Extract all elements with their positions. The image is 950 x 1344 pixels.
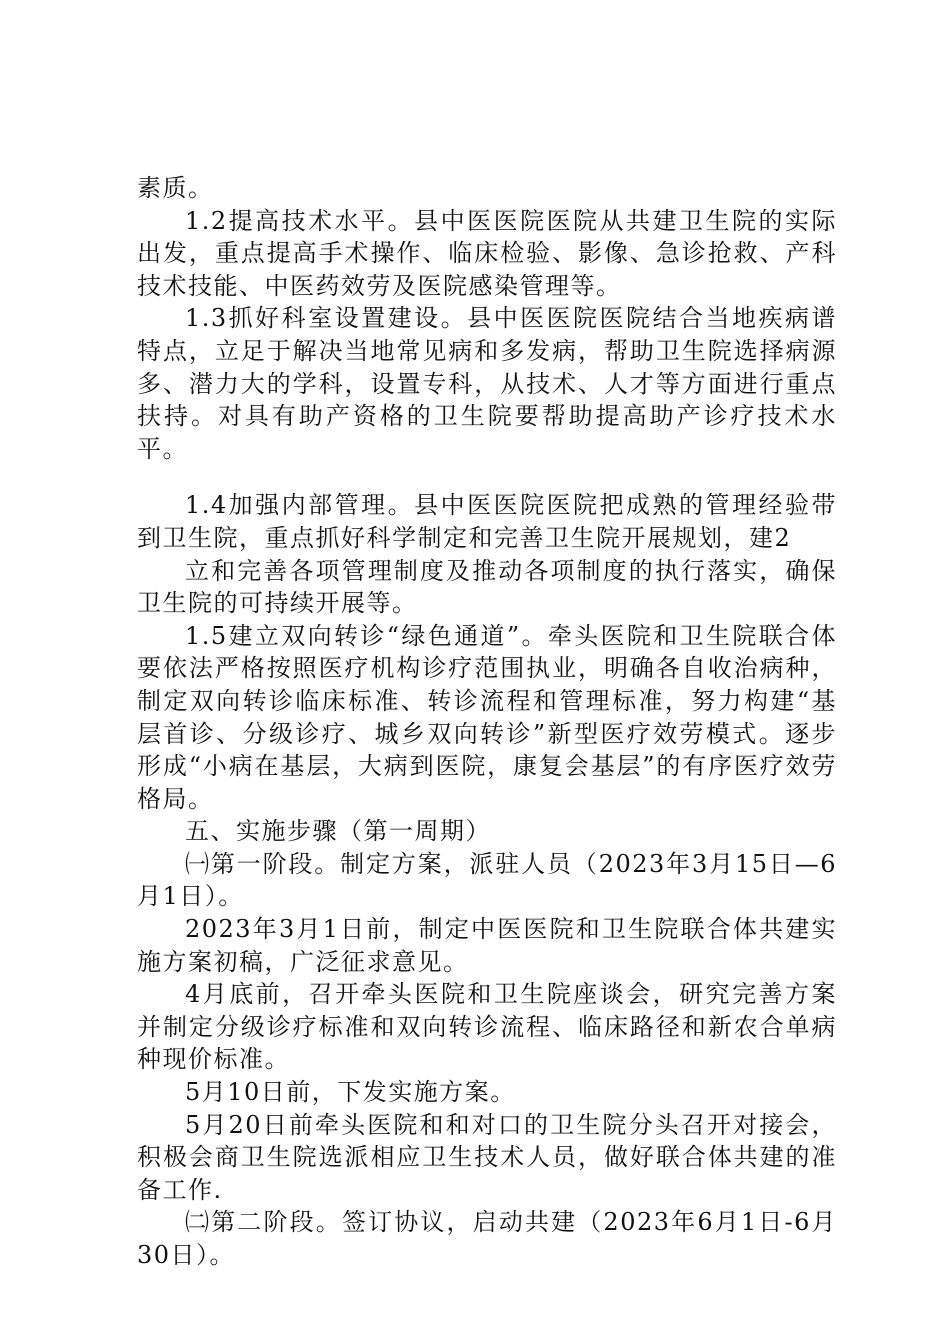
paragraph-section-1-2: 1.2提高技术水平。县中医医院医院从共建卫生院的实际出发，重点提高手术操作、临床检验、影像、急诊抢救、产科技术技能、中医药效劳及医院感染管理等。 [137, 206, 837, 300]
paragraph-may-20: 5月20日前牵头医院和和对口的卫生院分头召开对接会，积极会商卫生院选派相应卫生技术人员，做好联合体共建的准备工作. [137, 1110, 837, 1204]
paragraph-stage-two: ㈡第二阶段。签订协议，启动共建（2023年6月1日-6月30日）。 [137, 1208, 837, 1269]
paragraph-section-1-4: 1.4加强内部管理。县中医医院医院把成熟的管理经验带到卫生院，重点抓好科学制定和完善卫生院开展规划，建2 [137, 491, 837, 552]
document-body [137, 172, 837, 1272]
paragraph-may-10: 5月10日前，下发实施方案。 [185, 1078, 516, 1107]
paragraph-section-1-5: 1.5建立双向转诊“绿色通道”。牵头医院和卫生院联合体要依法严格按照医疗机构诊疗范围执业，明确各自收治病种，制定双向转诊临床标准、转诊流程和管理标准，努力构建“基层首诊、分级诊疗、城乡双向转诊”新型医疗效劳模式。逐步形成“小病在基层，大病到医院，康复会基层”的有序医疗效劳格局。 [137, 621, 837, 813]
paragraph-section-1-3: 1.3抓好科室设置建设。县中医医院医院结合当地疾病谱特点，立足于解决当地常见病和多发病，帮助卫生院选择病源多、潜力大的学科，设置专科，从技术、人才等方面进行重点扶持。对具有助产资格的卫生院要帮助提高助产诊疗技术水平。 [137, 304, 837, 463]
paragraph-stage-one: ㈠第一阶段。制定方案，派驻人员（2023年3月15日—6月1日）。 [137, 849, 837, 911]
heading-implementation-steps: 五、实施步骤（第一周期） [185, 817, 491, 846]
paragraph-march-deadline: 2023年3月1日前，制定中医医院和卫生院联合体共建实施方案初稿，广泛征求意见。 [137, 915, 837, 976]
paragraph-april-deadline: 4月底前，召开牵头医院和卫生院座谈会，研究完善方案并制定分级诊疗标准和双向转诊流程、临床路径和新农合单病种现价标准。 [137, 980, 837, 1074]
paragraph-continuation: 素质。 [137, 174, 214, 202]
paragraph-section-1-4-continued: 立和完善各项管理制度及推动各项制度的执行落实，确保卫生院的可持续开展等。 [137, 556, 837, 618]
